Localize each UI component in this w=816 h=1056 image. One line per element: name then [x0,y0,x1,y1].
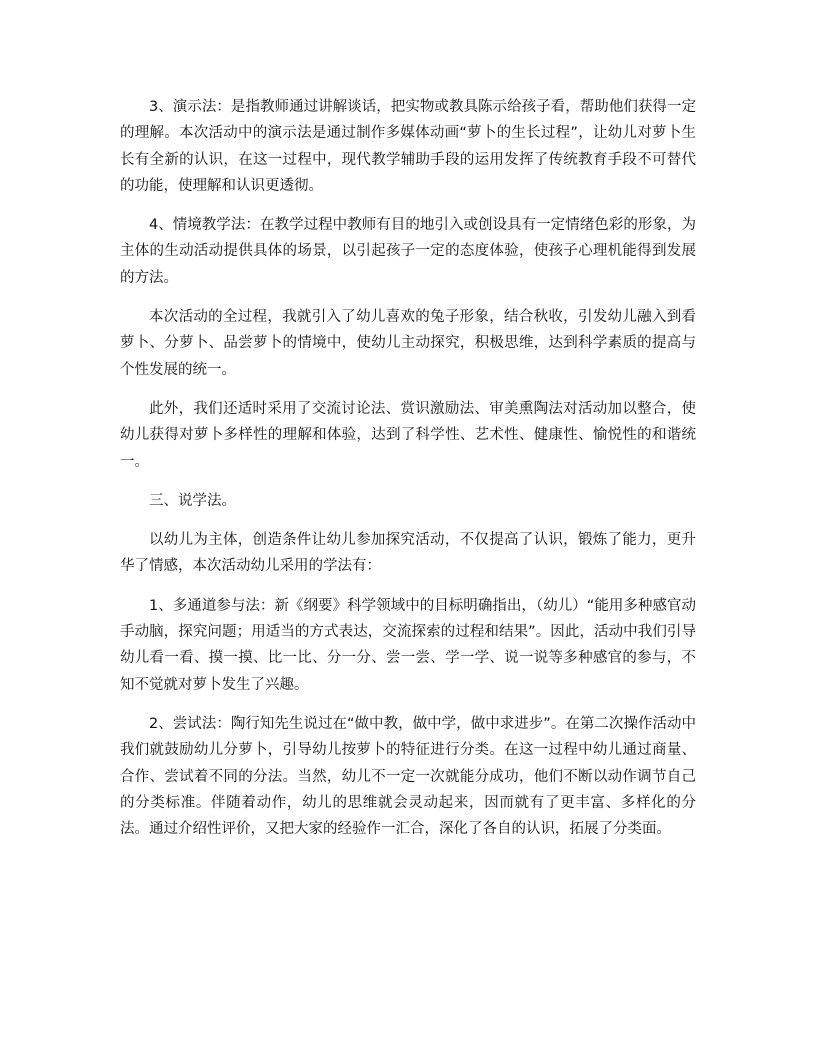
paragraph-demonstration-method: 3、演示法：是指教师通过讲解谈话，把实物或教具陈示给孩子看，帮助他们获得一定的理解。本次活动中的演示法是通过制作多媒体动画“萝卜的生长过程”，让幼儿对萝卜生长有全新的认识，在这一过程中，现代教学辅助手段的运用发挥了传统教育手段不可替代的功能，使理解和认识更透彻。 [120,99,696,194]
paragraph-learning-intro: 以幼儿为主体，创造条件让幼儿参加探究活动，不仅提高了认识，锻炼了能力，更升华了情感，本次活动幼儿采用的学法有： [120,532,696,575]
paragraph-activity-process: 本次活动的全过程，我就引入了幼儿喜欢的兔子形象，结合秋收，引发幼儿融入到看萝卜、分萝卜、品尝萝卜的情境中，使幼儿主动探究，积极思维，达到科学素质的提高与个性发展的统一。 [120,309,696,378]
document-body [120,94,696,855]
paragraph-other-methods: 此外，我们还适时采用了交流讨论法、赏识激励法、审美熏陶法对活动加以整合，使幼儿获得对萝卜多样性的理解和体验，达到了科学性、艺术性、健康性、愉悦性的和谐统一。 [120,400,696,470]
paragraph-multichannel-method: 1、多通道参与法：新《纲要》科学领域中的目标明确指出，（幼儿）“能用多种感官动手动脑，探究问题；用适当的方式表达，交流探索的过程和结果”。因此，活动中我们引导幼儿看一看、摸一摸、比一比、分一分、尝一尝、学一学、说一说等多种感官的参与，不知不觉就对萝卜发生了兴趣。 [120,597,696,693]
paragraph-situational-teaching-method: 4、情境教学法：在教学过程中教师有目的地引入或创设具有一定情绪色彩的形象，为主体的生动活动提供具体的场景，以引起孩子一定的态度体验，使孩子心理机能得到发展的方法。 [120,217,696,286]
paragraph-trial-method: 2、尝试法：陶行知先生说过在“做中教，做中学，做中求进步”。在第二次操作活动中我们就鼓励幼儿分萝卜，引导幼儿按萝卜的特征进行分类。在这一过程中幼儿通过商量、合作、尝试着不同的分法。当然，幼儿不一定一次就能分成功，他们不断以动作调节自己的分类标准。伴随着动作，幼儿的思维就会灵动起来，因而就有了更丰富、多样化的分法。通过介绍性评价，又把大家的经验作一汇合，深化了各自的认识，拓展了分类面。 [120,715,696,838]
section-heading-learning-methods: 三、说学法。 [149,492,236,509]
